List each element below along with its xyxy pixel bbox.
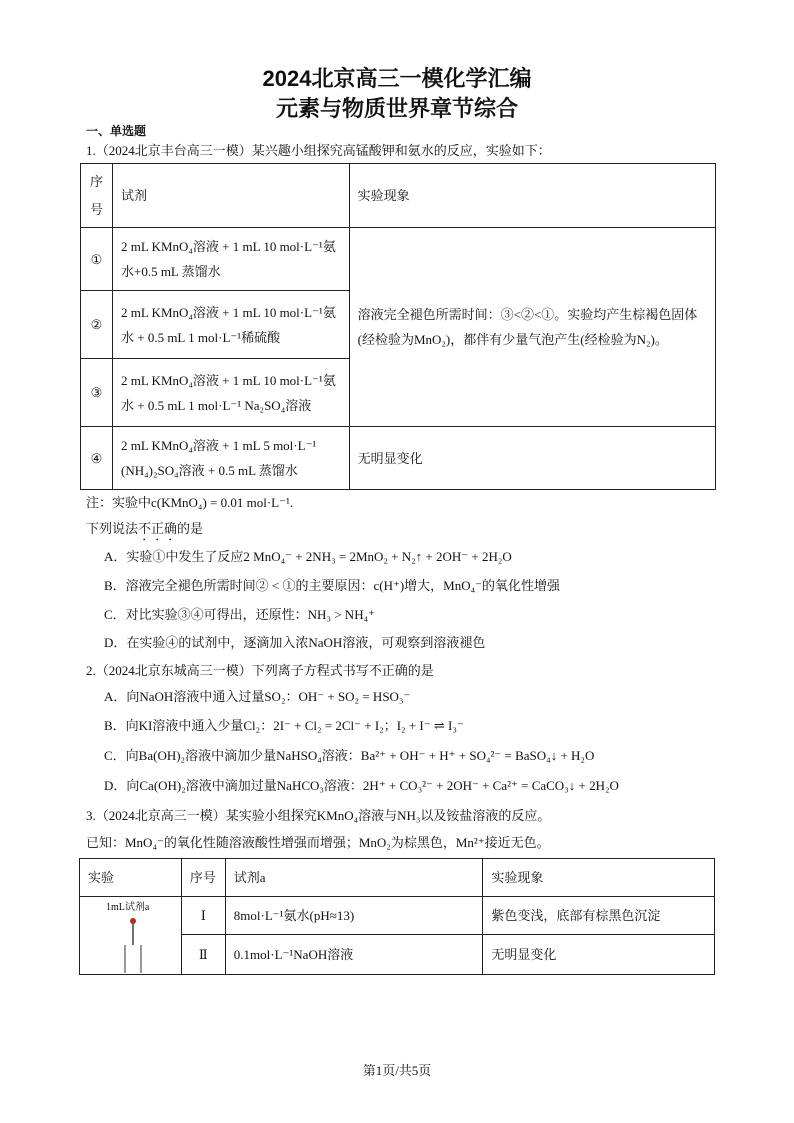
q3-apparatus-cell (80, 897, 182, 975)
q1-reagent-line: 2 mL KMnO₄溶液 + 1 mL 5 mol·L⁻¹ (120, 438, 317, 453)
q1-row-reagent (112, 291, 349, 359)
q1-row-no: ③ (81, 359, 113, 427)
q2-option-b[interactable]: B．向KI溶液中通入少量Cl₂：2I⁻ + Cl₂ = 2Cl⁻ + I₂；I₂ + I⁻ ⇌ I₃⁻ (104, 718, 464, 733)
q3-row-no: Ⅰ (181, 897, 225, 935)
q1-reagent-line: 水+0.5 mL 蒸馏水 (120, 264, 221, 279)
q1-row-no: ④ (81, 427, 113, 490)
q1-phen-4: 无明显变化 (349, 427, 715, 490)
q1-row-reagent (112, 228, 349, 291)
q1-reagent-line: 2 mL KMnO₄溶液 + 1 mL 10 mol·L⁻¹氨 (120, 372, 336, 388)
q3-row-reagent: 0.1mol·L⁻¹NaOH溶液 (225, 935, 483, 975)
table-row (81, 228, 716, 291)
q1-option-a[interactable]: A．实验①中发生了反应2 MnO₄⁻ + 2NH₃ = 2MnO₂ + N₂↑ + 2OH⁻ + 2H₂O (104, 549, 512, 564)
q1-row-no: ① (81, 228, 113, 291)
q1-reagent-line: 2 mL KMnO₄溶液 + 1 mL 10 mol·L⁻¹氨 (120, 239, 336, 254)
q1-stem: 1.（2024北京丰台高三一模）某兴趣小组探究高锰酸钾和氨水的反应，实验如下： (86, 143, 551, 158)
q3-row-no: Ⅱ (181, 935, 225, 975)
q1-header-no: 序号 (81, 164, 113, 228)
q1-header-phenomenon: 实验现象 (349, 164, 715, 228)
q3-row-reagent: 8mol·L⁻¹氨水(pH≈13) (225, 897, 483, 935)
q1-option-c[interactable]: C．对比实验③④可得出，还原性：NH₃ > NH₄⁺ (104, 607, 375, 622)
q3-row-phenomenon: 紫色变浅，底部有棕黑色沉淀 (483, 897, 715, 935)
q1-note: 注：实验中c(KMnO₄) = 0.01 mol·L⁻¹. (86, 495, 294, 510)
q2-option-d[interactable]: D．向Ca(OH)₂溶液中滴加过量NaHCO₃溶液：2H⁺ + CO₃²⁻ + 2OH⁻ + Ca²⁺ = CaCO₃↓ + 2H₂O (104, 778, 619, 793)
q3-figure-label: 1mL试剂a (106, 902, 150, 913)
q1-merged-phenomenon (349, 228, 715, 427)
page-title: 2024北京高三一模化学汇编 (262, 66, 532, 91)
q3-table-header (80, 859, 715, 897)
q1-table (80, 163, 716, 490)
q3-header-phenomenon: 实验现象 (483, 859, 715, 897)
q2-stem: 2.（2024北京东城高三一模）下列离子方程式书写不正确的是 (86, 663, 434, 678)
q3-header-reagent: 试剂a (225, 859, 483, 897)
q1-reagent-line: 水 + 0.5 mL 1 mol·L⁻¹ Na₂SO₄溶液 (120, 397, 312, 413)
q3-header-no: 序号 (181, 859, 225, 897)
q3-row-phenomenon: 无明显变化 (483, 935, 715, 975)
q3-header-exp: 实验 (80, 859, 182, 897)
q3-table (79, 858, 715, 975)
q1-reagent-line: 2 mL KMnO₄溶液 + 1 mL 10 mol·L⁻¹氨 (120, 304, 336, 320)
q1-ask-suffix: 的是 (177, 521, 204, 536)
q1-reagent-line: (NH₄)₂SO₄溶液 + 0.5 mL 蒸馏水 (120, 463, 298, 478)
q1-row-no: ② (81, 291, 113, 359)
q3-stem: 3.（2024北京高三一模）某实验小组探究KMnO₄溶液与NH₃以及铵盐溶液的反应。 (86, 808, 551, 823)
q2-option-a[interactable]: A．向NaOH溶液中通入过量SO₂：OH⁻ + SO₂ = HSO₃⁻ (104, 689, 411, 704)
q1-phen-line: 溶液完全褪色所需时间：③<②<①。实验均产生棕褐色固体 (357, 307, 698, 322)
q1-ask-prefix: 下列说法 (86, 521, 139, 536)
q1-header-reagent: 试剂 (112, 164, 349, 228)
q2-option-c[interactable]: C．向Ba(OH)₂溶液中滴加少量NaHSO₄溶液：Ba²⁺ + OH⁻ + H⁺ + SO₄²⁻ = BaSO₄↓ + H₂O (104, 748, 595, 763)
test-tube-icon (80, 915, 182, 973)
q1-ask-emphasis: 不正确 (138, 521, 178, 536)
table-row (81, 427, 716, 490)
page-footer: 第1页/共5页 (362, 1063, 432, 1078)
q1-row-reagent (112, 427, 349, 490)
page-subtitle: 元素与物质世界章节综合 (275, 96, 518, 121)
section-heading: 一、单选题 (86, 124, 147, 138)
q1-option-b[interactable]: B．溶液完全褪色所需时间② < ①的主要原因：c(H⁺)增大，MnO₄⁻的氧化性增强 (104, 578, 561, 593)
q3-known: 已知：MnO₄⁻的氧化性随溶液酸性增强而增强；MnO₂为棕黑色，Mn²⁺接近无色。 (86, 835, 550, 850)
q1-reagent-line: 水 + 0.5 mL 1 mol·L⁻¹稀硫酸 (120, 329, 281, 345)
q1-ask (86, 518, 203, 544)
q1-phen-line: (经检验为MnO₂)，都伴有少量气泡产生(经检验为N₂)。 (357, 332, 668, 347)
q1-option-d[interactable]: D．在实验④的试剂中，逐滴加入浓NaOH溶液，可观察到溶液褪色 (104, 635, 486, 650)
table-row (80, 897, 715, 935)
q1-table-header (81, 164, 716, 228)
q1-row-reagent (112, 359, 349, 427)
